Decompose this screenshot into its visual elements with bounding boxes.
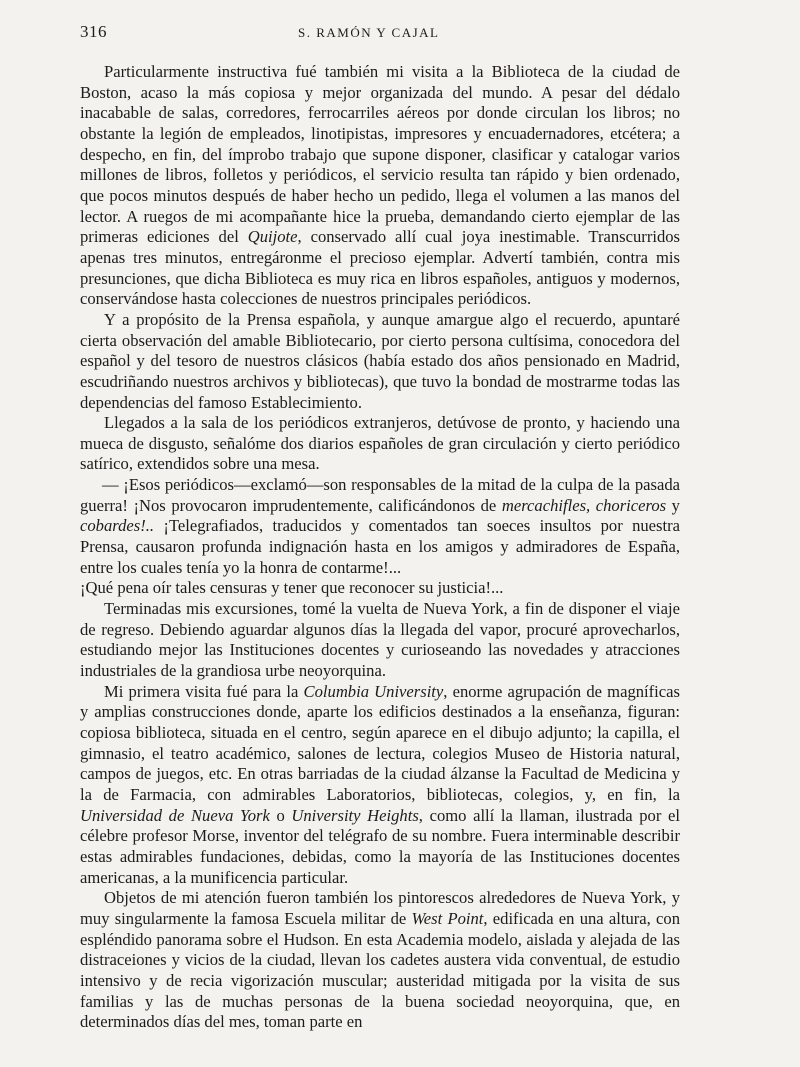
italic-west-point: West Point bbox=[411, 908, 484, 928]
paragraph-lament: ¡Qué pena oír tales censuras y tener que reconocer su justicia!... bbox=[80, 578, 504, 598]
paragraph-boston-library: Particularmente instructiva fué también mi visita a la Biblioteca de la ciudad de Boston, acaso la más copiosa y mejor organizada del mundo. A pesar del dédalo inacabable de salas, corredores, ferrocarriles aéreos por donde circulan los libros; no obstante la legión de empleados, linotipistas, impresores y encuadernadores, etcétera; a despecho, en fin, del ímprobo trabajo que supone disponer, clasificar y catalogar varios millones de libros, folletos y periódicos, el servicio resulta tan rápido y bien ordenado, que pocos minutos después de haber hecho un pedido, llega el volumen a las manos del lector. A ruegos de mi acompañante hice la prueba, demandando cierto ejemplar de las primeras ediciones del Quijote, conservado allí cual joya inestimable. Transcurridos apenas tres minutos, entregáronme el precioso ejemplar. Advertí también, contra mis presunciones, que dicha Biblioteca es muy rica en libros españoles, antiguos y modernos, conservándose hasta colecciones de nuestros principales periódicos. bbox=[80, 62, 681, 309]
italic-university-heights: University Heights bbox=[291, 805, 419, 825]
page-header bbox=[80, 22, 680, 52]
paragraph-librarian-quote: — ¡Esos periódicos—exclamó—son responsables de la mitad de la culpa de la pasada guerra! ¡Nos provocaron imprudentemente, calificándonos de mercachifles, choriceros y cobardes!.. ¡Telegrafiados, traducidos y comentados tan soeces insultos por nuestra Prensa, causaron profunda indignación hasta en los amigos y admiradores de España, entre los cuales tenía yo la honra de contarme!... bbox=[80, 475, 680, 577]
italic-cobardes: cobardes!.. bbox=[80, 516, 155, 536]
page-number: 316 bbox=[80, 22, 107, 41]
running-head: S. RAMÓN Y CAJAL bbox=[298, 25, 440, 40]
italic-quijote: Quijote bbox=[247, 227, 298, 247]
italic-universidad-nueva-york: Universidad de Nueva York bbox=[80, 805, 270, 825]
paragraph-columbia: Mi primera visita fué para la Columbia University, enorme agrupación de magníficas y amplias construcciones donde, aparte los edificios destinados a la enseñanza, figuran: copiosa biblioteca, situada en el centro, según aparece en el dibujo adjunto; la capilla, el gimnasio, el teatro académico, salones de lectura, colegios Museo de Historia natural, campos de juegos, etc. En otras barriadas de la ciudad álzanse la Facultad de Medicina y la de Farmacia, con admirables Laboratorios, bibliotecas, colegios, y, en fin, la Universidad de Nueva York o University Heights, como allí la llaman, ilustrada por el célebre profesor Morse, inventor del telégrafo de su nombre. Fuera interminable describir estas admirables fundaciones, debidas, como la mayoría de las Instituciones docentes americanas, a la munificencia particular. bbox=[80, 681, 680, 887]
paragraph-newspaper-room: Llegados a la sala de los periódicos extranjeros, detúvose de pronto, y haciendo una mueca de disgusto, señalóme dos diarios españoles de gran circulación y cierto periódico satírico, extendidos sobre una mesa. bbox=[80, 413, 680, 474]
italic-insults: mercachifles, choriceros bbox=[501, 495, 667, 515]
body-text bbox=[80, 62, 680, 1033]
paragraph-new-york: Terminadas mis excursiones, tomé la vuelta de Nueva York, a fin de disponer el viaje de regreso. Debiendo aguardar algunos días la llegada del vapor, procuré aprovecharlos, estudiando mejor las Instituciones docentes y curioseando las novedades y atracciones industriales de la grandiosa urbe neoyorquina. bbox=[80, 599, 680, 681]
italic-columbia-university: Columbia University bbox=[303, 681, 444, 701]
paragraph-west-point: Objetos de mi atención fueron también los pintorescos alrededores de Nueva York, y muy singularmente la famosa Escuela militar de West Point, edificada en una altura, con espléndido panorama sobre el Hudson. En esta Academia modelo, aislada y alejada de las distraceiones y vicios de la ciudad, llevan los cadetes austera vida conventual, de estudio intensivo y de recia vigorización muscular; austeridad mitigada por la visita de sus familias y las de muchas personas de la buena sociedad neoyorquina, que, en determinados días del mes, toman parte en bbox=[80, 888, 680, 1032]
paragraph-spanish-press: Y a propósito de la Prensa española, y aunque amargue algo el recuerdo, apuntaré cierta observación del amable Bibliotecario, por cierto persona cultísima, conocedora del español y del tesoro de nuestros clásicos (había estado dos años pensionado en Madrid, escudriñando nuestros archivos y bibliotecas), que tuvo la bondad de mostrarme todas las dependencias del famoso Establecimiento. bbox=[80, 309, 680, 412]
